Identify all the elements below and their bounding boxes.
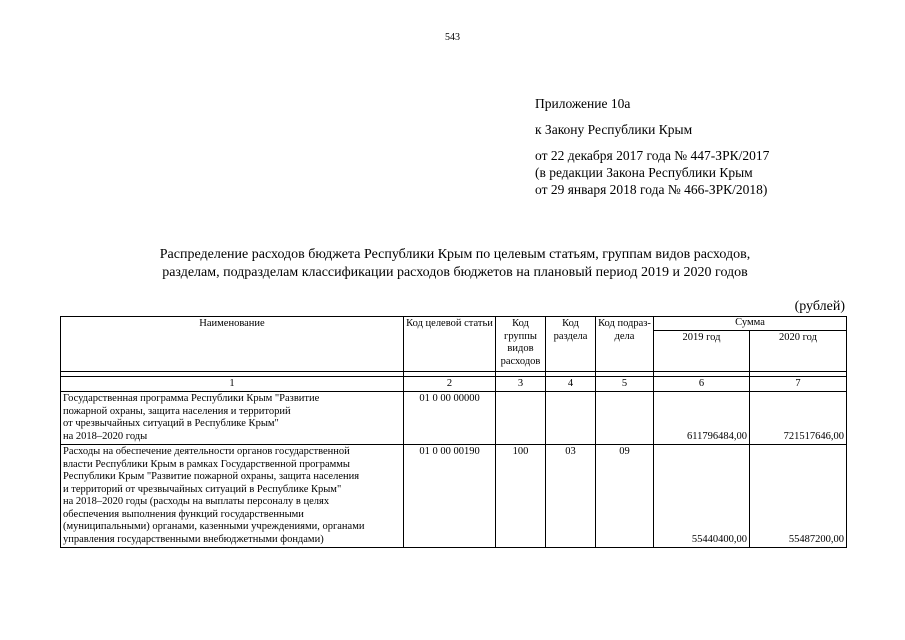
- page-number: 543: [445, 32, 460, 43]
- row-name-line: Республики Крым "Развитие пожарной охраны, защита населения: [63, 471, 360, 482]
- currency-label: (рублей): [794, 299, 845, 314]
- row-subsection: [596, 392, 654, 445]
- row-name: [61, 392, 404, 445]
- row-sum-2020: 721517646,00: [750, 392, 847, 445]
- row-target-code: 01 0 00 00000: [404, 392, 496, 445]
- column-number: 3: [496, 376, 546, 392]
- header-year-2019: 2019 год: [654, 330, 750, 371]
- row-name: [61, 445, 404, 548]
- budget-table: [60, 316, 847, 548]
- header-expense-group: Код группы видов расходов: [496, 317, 546, 372]
- row-sum-2019: 611796484,00: [654, 392, 750, 445]
- column-number: 2: [404, 376, 496, 392]
- row-sum-2020: 55487200,00: [750, 445, 847, 548]
- header-year-2020: 2020 год: [750, 330, 847, 371]
- appendix-line: от 29 января 2018 года № 466-ЗРК/2018): [535, 182, 768, 197]
- row-name-line: (муниципальными) органами, казенными учреждениями, органами: [63, 521, 365, 532]
- row-section: 03: [546, 445, 596, 548]
- row-name-line: на 2018–2020 годы: [63, 430, 148, 442]
- row-name-line: обеспечения выполнения функций государственными: [63, 508, 304, 520]
- column-number: 1: [61, 376, 404, 392]
- row-subsection: 09: [596, 445, 654, 548]
- column-number: 6: [654, 376, 750, 392]
- column-number: 5: [596, 376, 654, 392]
- row-section: [546, 392, 596, 445]
- header-target-code: Код целевой статьи: [404, 317, 496, 372]
- header-subsection: Код подраз-дела: [596, 317, 654, 372]
- title-line: Распределение расходов бюджета Республики Крым по целевым статьям, группам видов расходов,: [159, 247, 751, 262]
- appendix-line: (в редакции Закона Республики Крым: [535, 165, 753, 180]
- row-name-line: Государственная программа Республики Крым "Развитие: [63, 393, 320, 404]
- title-line: разделам, подразделам классификации расходов бюджетов на плановый период 2019 и 2020 годов: [162, 265, 748, 280]
- table-row: [61, 392, 847, 445]
- row-expense-group: [496, 392, 546, 445]
- row-name-line: Расходы на обеспечение деятельности органов государственной: [63, 446, 350, 457]
- column-number: 4: [546, 376, 596, 392]
- row-name-line: и территорий от чрезвычайных ситуаций в Республике Крым": [63, 483, 342, 495]
- header-sum: Сумма: [654, 317, 847, 331]
- row-name-line: от чрезвычайных ситуаций в Республике Крым": [63, 418, 279, 429]
- appendix-line: к Закону Республики Крым: [535, 122, 693, 137]
- header-name: Наименование: [61, 317, 404, 372]
- row-expense-group: 100: [496, 445, 546, 548]
- header-row: [61, 317, 847, 331]
- column-number: 7: [750, 376, 847, 392]
- row-target-code: 01 0 00 00190: [404, 445, 496, 548]
- row-name-line: управления государственными внебюджетными фондами): [63, 533, 324, 545]
- table-row: [61, 445, 847, 548]
- row-name-line: пожарной охраны, защита населения и территорий: [63, 405, 291, 417]
- appendix-block: [535, 95, 769, 198]
- row-sum-2019: 55440400,00: [654, 445, 750, 548]
- header-section: Код раздела: [546, 317, 596, 372]
- column-number-row: [61, 376, 847, 392]
- appendix-line: Приложение 10а: [535, 96, 631, 111]
- row-name-line: власти Республики Крым в рамках Государственной программы: [63, 458, 350, 470]
- document-title: [100, 246, 810, 282]
- row-name-line: на 2018–2020 годы (расходы на выплаты персоналу в целях: [63, 496, 330, 507]
- appendix-line: от 22 декабря 2017 года № 447-ЗРК/2017: [535, 148, 770, 163]
